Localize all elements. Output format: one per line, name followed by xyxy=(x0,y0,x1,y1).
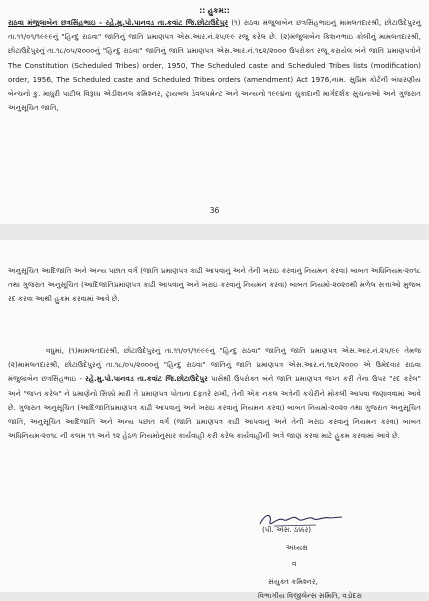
paragraph-1-body: (૧) રાઠવા મંજુલાબેન છત્રસિંહભાઇનું મામલતદારશ્રી, છોટાઉદેપુરનું તા.૧૧/૦૧/૧૯૯૯નું "હિન્દુ રાઠવા" જાતિનું જાતિ પ્રમાણપત્ર એસ.આર.નં.૨૫/૯૯ રજુ કરેલ છે. (૨)મંજુલાબેન કિશનભાઇ કોલીનું મામલતદારશ્રી, છોટાઉદેપુરનું તા.૧૮/૦૫/૨૦૦૦નું "હિન્દુ રાઠવા" જાતિનું જાતિ પ્રમાણપત્ર એસ.આર.નં.૧૬૨/૨૦૦૦ ઉપરોક્ત રજૂ કરાયેલ બંને જાતિ પ્રમાણપત્રોને The Constitution (Scheduled Tribes) order, 1950, The Scheduled caste and Scheduled Tribes lists (modification) order, 1956, The Scheduled caste and Scheduled Tribes orders (amendment) Act 1976,નામ. સુપ્રિમ કોર્ટની બંધારણીય બેન્ચનો કુ. માધુરી પાટીલ વિરૂધ્ધ એડીશનલ કમિશ્નર, ટ્રાયબલ ડેવલપમેન્ટ અને અન્યનો ૧૯૯૪ના ચુકાદાની માર્ગદર્શક સુચનાઓ અને ગુજરાત અનુસૂચિત જાતિ, xyxy=(8,18,421,113)
order-page-bottom xyxy=(0,240,429,600)
order-paragraph-1 xyxy=(8,16,421,115)
signatory-name: (પી. એસ. ઠક્કર) xyxy=(262,525,312,534)
paragraph-3-address: રહે.મુ.પો.પાનવડ તા.કવાંટ જિ.છોટાઉદેપુર xyxy=(85,374,208,384)
order-heading: :: હુકમ:: xyxy=(199,6,230,15)
signatory-committee: વિભાગીય વિજીલેન્સ સમિતિ, વડોદરા xyxy=(258,591,363,600)
signatory-conjunction: વ xyxy=(292,559,297,568)
order-page-top xyxy=(0,0,429,224)
order-paragraph-2: અનુસૂચિત આદિજાતિ અને અન્ય પછાત વર્ગ (જાતિ પ્રમાણપત્ર કાઢી આપવાનું અને તેની ખરાઇ કરવાનું નિયમન કરવા) બાબત અધિનિયમ-૨૦૧૮ તથા ગુજરાત અનુસૂચિત (આદિજાતિપ્રમાણપત્ર કાઢી આપવાનું અને ખરાઇ કરવાનું નિયમન કરવા) બાબત નિયમો-૨૦૨૦થી મળેલ સત્તાઓ મુજબ રદ કરવા આથી હુકમ કરવામાં આવે છે. xyxy=(8,266,421,304)
order-paragraph-3 xyxy=(8,344,421,443)
signatory-title-commissioner: સંયુક્ત કમિશ્નર, xyxy=(268,577,318,586)
paragraph-3-part-a: વધુમાં, (૧)મામલતદારશ્રી, છોટાઉદેપુરનું તા.૧૧/૦૧/૧૯૯૯નું "હિન્દુ રાઠવા" જાતિનું જાતિ પ્રમાણપત્ર એસ.આર.નં.૨૫/૯૯ તેમજ (૨)મામલતદારશ્રી, છોટાઉદેપુરનું તા.૧૮/૦૫/૨૦૦૦નું "હિન્દુ રાઠવા" જાતિનું જાતિ પ્રમાણપત્ર એસ.આર.નં.૧૬૨/૨૦૦૦ એ ઉમેદવાર રાઠવા મંજુલાબેન છત્રસિંહભાઇ - xyxy=(8,346,421,384)
signatory-title-chairman: અધ્યક્ષ xyxy=(286,543,308,552)
page-number: 36 xyxy=(209,206,220,215)
paragraph-3-part-b: પાસેથી ઉપરોક્ત બંને જાતિ પ્રમાણપત્ર જપ્ત કરી તેના ઉપર "રદ કરેલ" અને "જપ્ત કરેલ" ને પ્રમાણેનો સિક્કો મારી તે પ્રમાણપત્ર પોતાના દફતરે રાખી, તેની એક નકલ અત્રેની કચેરીને મોકલી આપવા જણાવવામાં આવે છે. ગુજરાત અનુસૂચિત (આદિજાતિપ્રમાણપત્ર કાઢી આપવાનું અને ખરાઇ કરવાનું નિયમન કરવા) બાબત નિયમો-૨૦૨૦ તથા ગુજરાત અનુસૂચિત જાતિ, અનુસૂચિત આદિજાતિ અને અન્ય પછાત વર્ગ (જાતિ પ્રમાણપત્ર કાઢી આપવાનું અને તેની ખરાઇ કરવાનું નિયમન કરવા) બાબત અધિનિયમ-૨૦૧૮ ની કલમ ૧૧ અને ૧૨ હેઠળ નિયમોનુસાર કાર્યવાહી કરી કરેલ કાર્યવાહીની અત્રે જાણ કરવા માટે હુકમ કરવામાં આવે છે. xyxy=(8,374,421,441)
applicant-subject: રાઠવા મંજુલાબેન છત્રસિંહભાઇ - રહે.મુ.પો.પાનવડ તા.કવાંટ જિ.છોટાઉદેપુર xyxy=(8,18,229,27)
